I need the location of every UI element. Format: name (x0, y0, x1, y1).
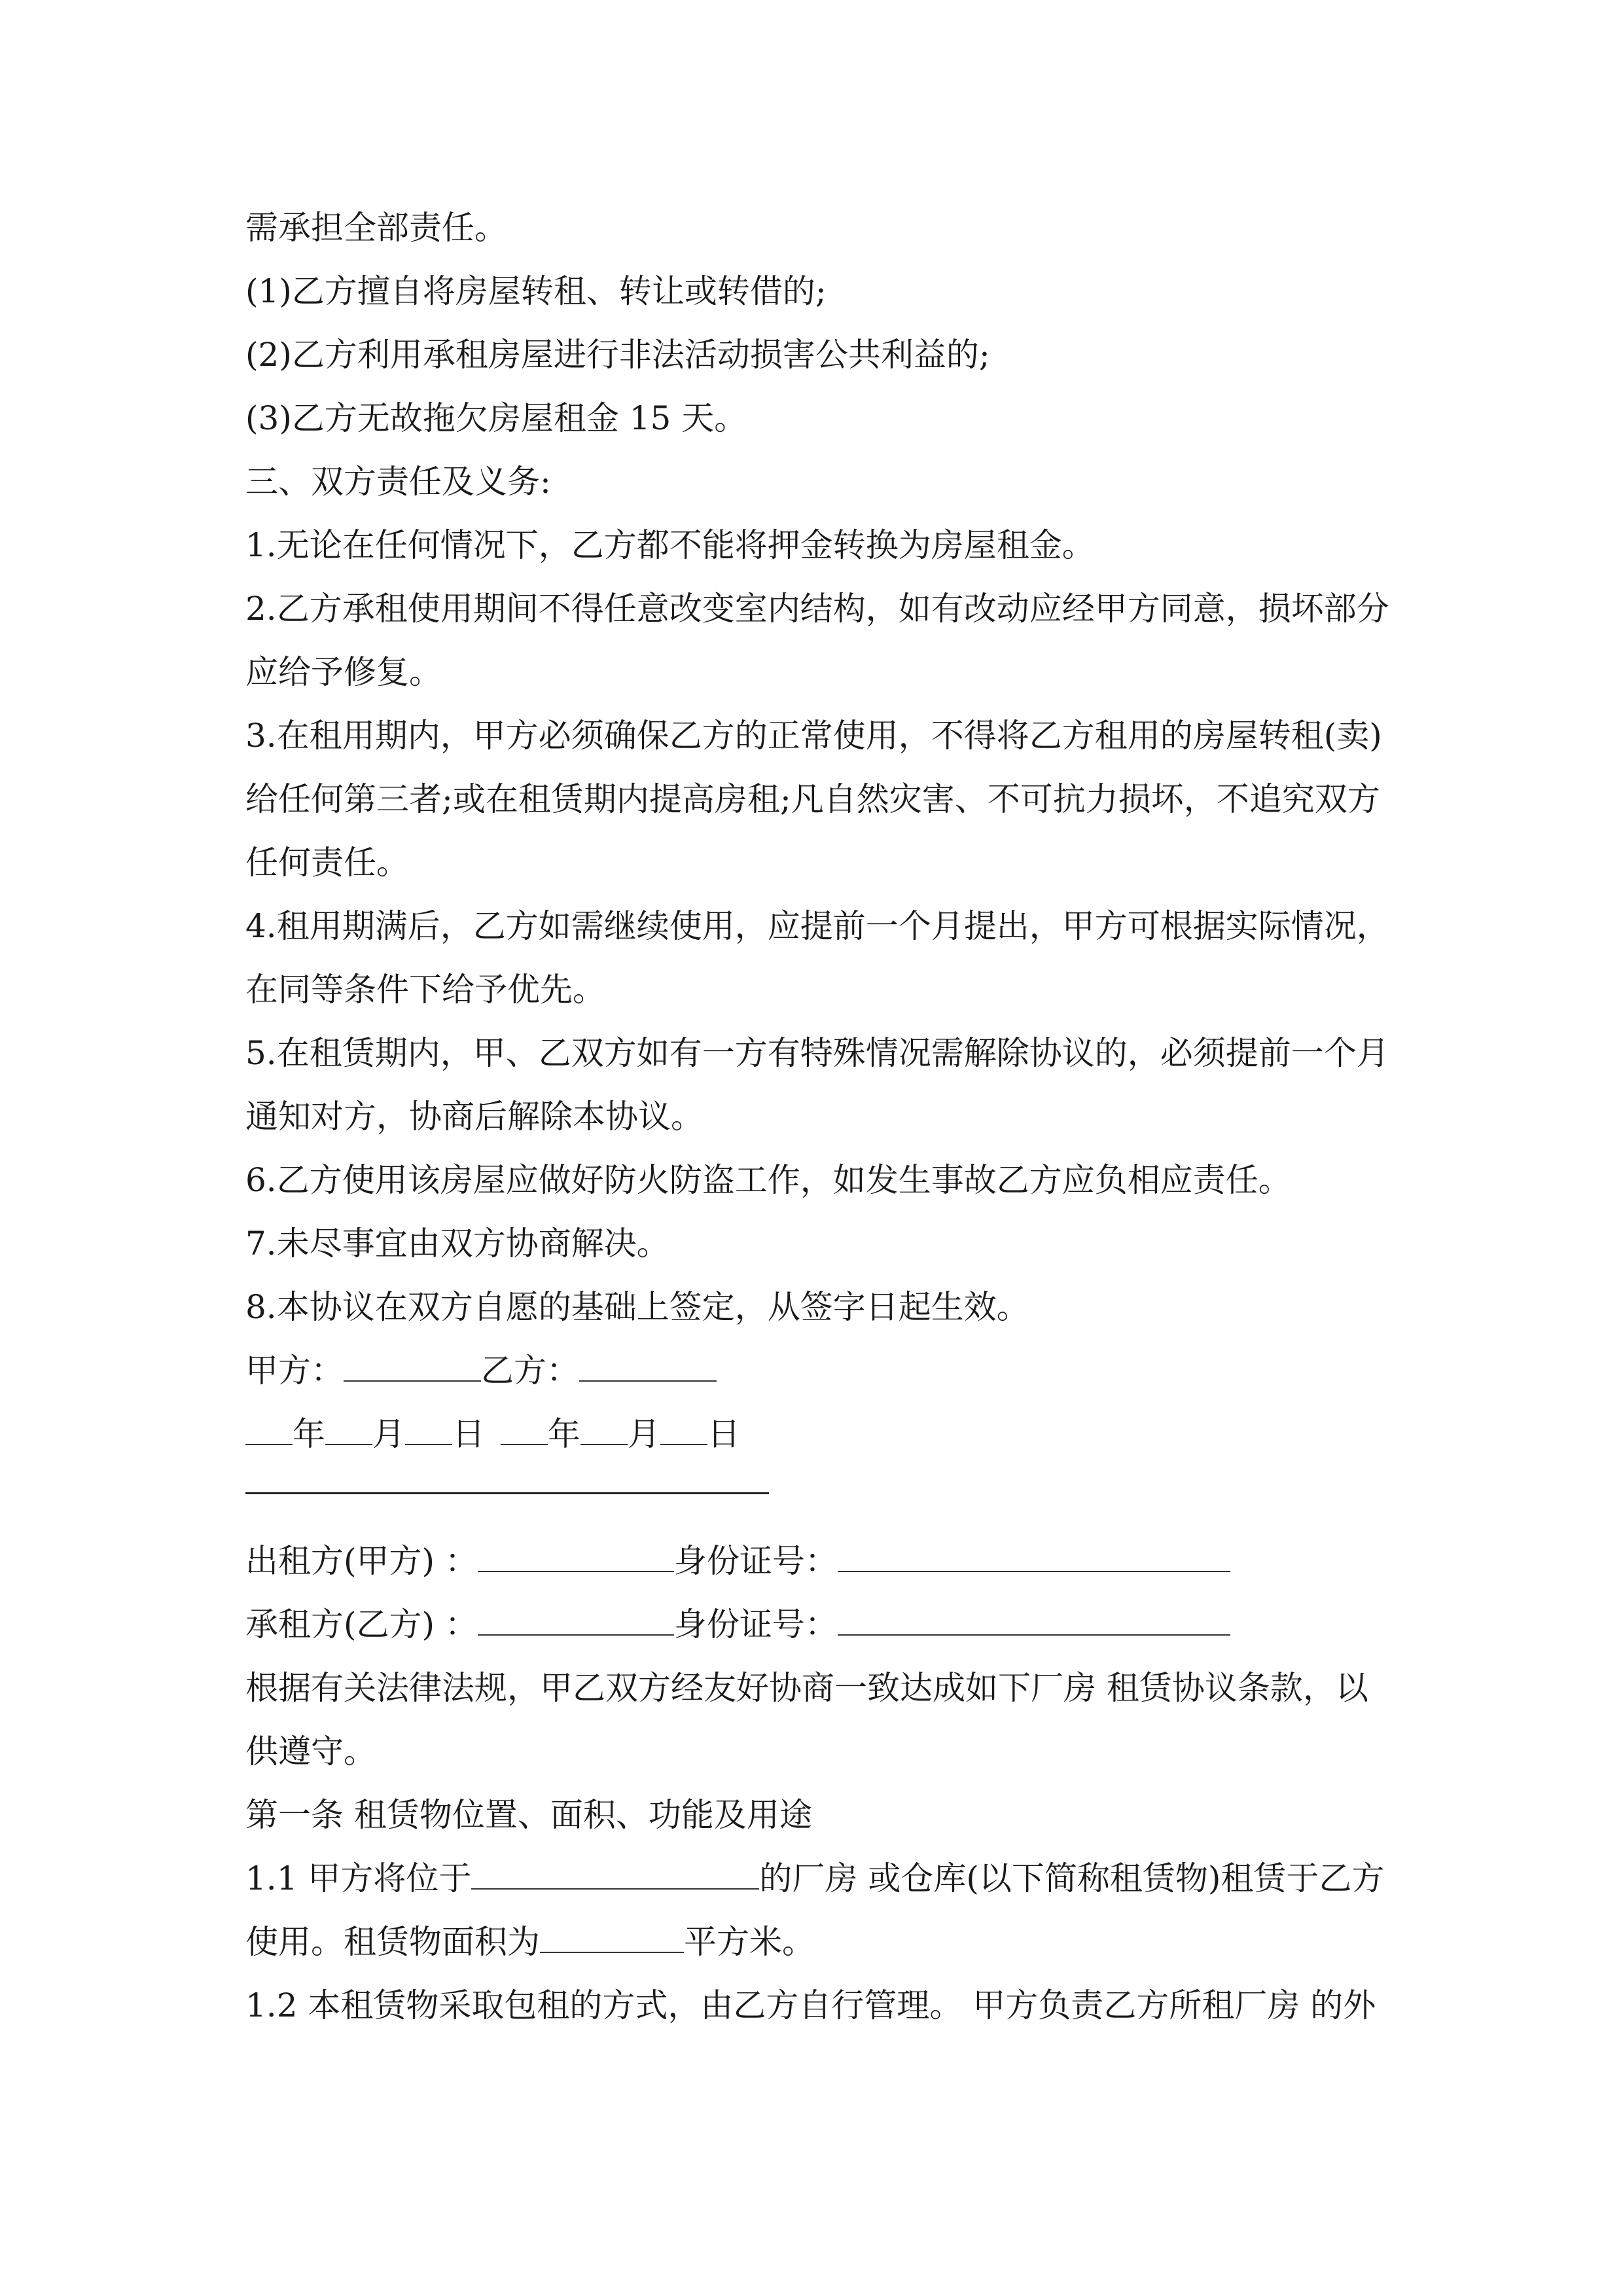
clause-4-line-1: 4.租用期满后，乙方如需继续使用，应提前一个月提出，甲方可根据实际情况， (245, 907, 1389, 945)
party-a-signature-field[interactable] (344, 1348, 481, 1382)
month-label-2: 月 (628, 1415, 660, 1453)
document-body (245, 196, 1404, 2037)
clause-7: 7.未尽事宜由双方协商解决。 (245, 1225, 669, 1263)
clause-3-line-1: 3.在租用期内，甲方必须确保乙方的正常使用，不得将乙方租用的房屋转租(卖) (245, 717, 1382, 755)
date-line (245, 1403, 1404, 1466)
clause-1-1-middle: 的厂房 或仓库(以下简称租赁物)租赁于乙方 (759, 1859, 1385, 1897)
day-label-2: 日 (707, 1415, 740, 1453)
list-item-2: (2)乙方利用承租房屋进行非法活动损害公共利益的; (245, 336, 990, 374)
lessee-id-field[interactable] (838, 1602, 1230, 1636)
signature-line (245, 1339, 1404, 1403)
lessor-id-label: 身份证号： (673, 1542, 838, 1580)
clause-5-line-1: 5.在租赁期内，甲、乙双方如有一方有特殊情况需解除协议的，必须提前一个月 (245, 1034, 1389, 1072)
party-b-label: 乙方： (481, 1352, 579, 1390)
clause-3-line-2: 给任何第三者;或在租赁期内提高房租;凡自然灾害、不可抗力损坏，不追究双方 (245, 780, 1380, 818)
clause-4-line-2: 在同等条件下给予优先。 (245, 971, 605, 1009)
divider-line (245, 1466, 1404, 1530)
clause-1-2-line-1: 1.2 本租赁物采取包租的方式，由乙方自行管理。 甲方负责乙方所租厂房 的外 (245, 1986, 1376, 2024)
day-field-2[interactable] (660, 1411, 707, 1445)
clause-1: 1.无论在任何情况下，乙方都不能将押金转换为房屋租金。 (245, 526, 1095, 564)
month-field[interactable] (325, 1411, 372, 1445)
party-b-signature-field[interactable] (579, 1348, 717, 1382)
lessee-label: 承租方(乙方) ： (245, 1605, 478, 1643)
area-suffix: 平方米。 (684, 1923, 815, 1961)
clause-2-line-1: 2.乙方承租使用期间不得任意改变室内结构，如有改动应经甲方同意，损坏部分 (245, 590, 1389, 628)
preamble-line-1: 根据有关法律法规，甲乙双方经友好协商一致达成如下厂房 租赁协议条款，以 (245, 1669, 1368, 1707)
lessor-name-field[interactable] (478, 1538, 674, 1572)
area-prefix: 使用。租赁物面积为 (245, 1923, 540, 1961)
lessee-row (245, 1593, 1404, 1657)
area-field[interactable] (540, 1919, 684, 1953)
year-field-2[interactable] (501, 1411, 548, 1445)
section-heading: 三、双方责任及义务: (245, 463, 551, 501)
section-divider (245, 1492, 769, 1494)
day-label: 日 (452, 1415, 485, 1453)
clause-8: 8.本协议在双方自愿的基础上签定，从签字日起生效。 (245, 1288, 1029, 1326)
lessor-label: 出租方(甲方) ： (245, 1542, 478, 1580)
list-item-3: (3)乙方无故拖欠房屋租金 15 天。 (245, 399, 747, 437)
lessor-row (245, 1530, 1404, 1593)
month-field-2[interactable] (580, 1411, 628, 1445)
lessee-name-field[interactable] (478, 1602, 674, 1636)
clause-2-line-2: 应给予修复。 (245, 653, 442, 691)
clause-6: 6.乙方使用该房屋应做好防火防盗工作，如发生事故乙方应负相应责任。 (245, 1161, 1291, 1199)
clause-5-line-2: 通知对方，协商后解除本协议。 (245, 1098, 704, 1136)
year-field[interactable] (245, 1411, 293, 1445)
clause-1-1-prefix: 1.1 甲方将位于 (245, 1859, 472, 1897)
month-label: 月 (372, 1415, 405, 1453)
list-item-1: (1)乙方擅自将房屋转租、转让或转借的; (245, 272, 827, 310)
year-label-2: 年 (548, 1415, 580, 1453)
lessee-id-label: 身份证号： (673, 1605, 838, 1643)
party-a-label: 甲方： (245, 1352, 344, 1390)
clause-1-1-line-2 (245, 1910, 1404, 1974)
clause-1-1-line-1 (245, 1847, 1404, 1910)
day-field[interactable] (405, 1411, 452, 1445)
clause-3-line-3: 任何责任。 (245, 844, 409, 882)
article-1-heading: 第一条 租赁物位置、面积、功能及用途 (245, 1796, 812, 1834)
preamble-line-2: 供遵守。 (245, 1732, 376, 1770)
location-field[interactable] (471, 1856, 759, 1890)
paragraph-line: 需承担全部责任。 (245, 209, 507, 247)
lessor-id-field[interactable] (838, 1538, 1230, 1572)
year-label: 年 (293, 1415, 325, 1453)
